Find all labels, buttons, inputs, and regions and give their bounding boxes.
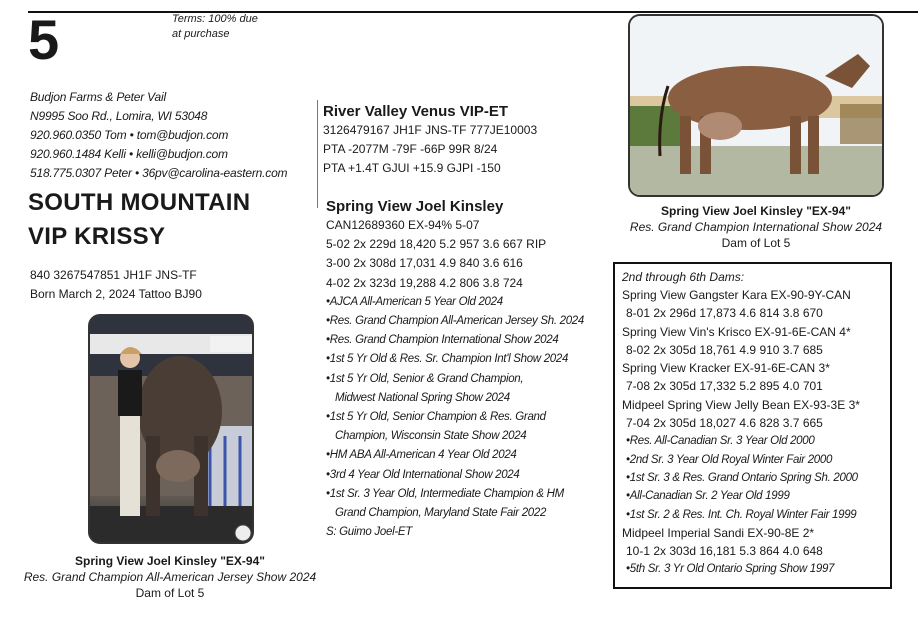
ancestor-name: Midpeel Spring View Jelly Bean EX-93-3E 3* (622, 397, 860, 412)
ancestor-award: •1st Sr. 3 & Res. Grand Ontario Spring Sh. 2000 (626, 471, 858, 484)
sire-pta: PTA +1.4T GJUI +15.9 GJPI -150 (323, 161, 501, 175)
ancestor-award: •All-Canadian Sr. 2 Year Old 1999 (626, 490, 790, 503)
top-rule (28, 11, 918, 13)
dam-award: S: Guimo Joel-ET (326, 526, 412, 539)
dams-header: 2nd through 6th Dams: (622, 270, 745, 284)
pedigree-connector (317, 100, 318, 208)
animal-name (28, 186, 250, 254)
dam-award: •1st 5 Yr Old & Res. Sr. Champion Int'l Show 2024 (326, 353, 569, 366)
ancestor-record: 7-04 2x 305d 18,027 4.6 828 3.7 665 (626, 416, 823, 431)
animal-name-line: SOUTH MOUNTAIN (28, 189, 251, 216)
sire-name: River Valley Venus VIP-ET (323, 103, 509, 120)
dam-award: •AJCA All-American 5 Year Old 2024 (326, 295, 503, 308)
dam-award: •1st 5 Yr Old, Senior & Grand Champion, (326, 372, 524, 385)
dam-award: •3rd 4 Year Old International Show 2024 (326, 468, 520, 481)
ancestor-record: 8-02 2x 305d 18,761 4.9 910 3.7 685 (626, 342, 823, 357)
dam-record: 5-02 2x 229d 18,420 5.2 957 3.6 667 RIP (326, 237, 547, 252)
dam-award: •1st Sr. 3 Year Old, Intermediate Champion & HM (326, 487, 564, 500)
caption-cow-name: Spring View Joel Kinsley "EX-94" (661, 204, 851, 218)
caption-cow-name: Spring View Joel Kinsley "EX-94" (75, 554, 265, 568)
animal-birth-line: Born March 2, 2024 Tattoo BJ90 (30, 287, 202, 301)
dam-award: •Res. Grand Champion All-American Jersey Sh. 2024 (326, 315, 584, 328)
sire-pta: PTA -2077M -79F -66P 99R 8/24 (323, 142, 498, 156)
photo1-caption (20, 553, 320, 601)
animal-name-line: VIP KRISSY (28, 223, 166, 250)
dam-awards (326, 293, 621, 543)
dams-box (613, 262, 892, 589)
consignor-address: N9995 Soo Rd., Lomira, WI 53048 (30, 109, 208, 123)
lot-number: 5 (28, 8, 60, 71)
ancestor-record: 7-08 2x 305d 17,332 5.2 895 4.0 701 (626, 379, 823, 394)
cow-side-photo-art (630, 16, 884, 197)
terms (172, 12, 258, 42)
dam-award: •HM ABA All-American 4 Year Old 2024 (326, 449, 517, 462)
dam-block (326, 197, 621, 542)
ancestor-award: •2nd Sr. 3 Year Old Royal Winter Fair 2000 (626, 453, 833, 466)
dam-award: Champion, Wisconsin State Show 2024 (335, 430, 527, 443)
consignor-contact: 920.960.0350 Tom • tom@budjon.com (30, 128, 229, 142)
dam-award: Midwest National Spring Show 2024 (335, 391, 510, 404)
sire-ids: 3126479167 JH1F JNS-TF 777JE10003 (323, 123, 538, 137)
terms-line: Terms: 100% due (172, 13, 258, 25)
consignor-name: Budjon Farms & Peter Vail (30, 90, 166, 104)
consignor-contact: 518.775.0307 Peter • 36pv@carolina-eastern.com (30, 166, 288, 180)
dam-id: CAN12689360 EX-94% 5-07 (326, 218, 480, 232)
ancestor-name: Spring View Vin's Krisco EX-91-6E-CAN 4* (622, 324, 851, 339)
ancestor-award: •1st Sr. 2 & Res. Int. Ch. Royal Winter Fair 1999 (626, 508, 857, 521)
photo2-caption (605, 203, 907, 251)
cow-rear-photo (88, 314, 254, 544)
ancestor-record: 8-01 2x 296d 17,873 4.6 814 3.8 670 (626, 306, 823, 321)
ancestor-name: Spring View Kracker EX-91-6E-CAN 3* (622, 361, 830, 376)
ancestor-name: Midpeel Imperial Sandi EX-90-8E 2* (622, 525, 815, 540)
cow-rear-photo-art (90, 316, 254, 544)
animal-id-line: 840 3267547851 JH1F JNS-TF (30, 268, 197, 282)
caption-description: Res. Grand Champion International Show 2024 (629, 220, 883, 234)
ancestor-award: •Res. All-Canadian Sr. 3 Year Old 2000 (626, 435, 815, 448)
dam-record: 4-02 2x 323d 19,288 4.2 806 3.8 724 (326, 275, 523, 290)
ancestor-award: •5th Sr. 3 Yr Old Ontario Spring Show 1997 (626, 563, 835, 576)
caption-note: Dam of Lot 5 (721, 236, 791, 250)
ancestor-record: 10-1 2x 303d 16,181 5.3 864 4.0 648 (626, 544, 823, 559)
sire-block (323, 102, 613, 178)
caption-note: Dam of Lot 5 (135, 586, 205, 600)
consignor-info (30, 88, 287, 183)
cow-side-photo (628, 14, 884, 197)
dam-award: •1st 5 Yr Old, Senior Champion & Res. Grand (326, 411, 546, 424)
dam-award: Grand Champion, Maryland State Fair 2022 (335, 507, 547, 520)
caption-description: Res. Grand Champion All-American Jersey Show 2024 (23, 570, 317, 584)
animal-ids (30, 266, 202, 304)
dam-award: •Res. Grand Champion International Show 2024 (326, 334, 559, 347)
ancestor-name: Spring View Gangster Kara EX-90-9Y-CAN (622, 288, 851, 302)
dam-record: 3-00 2x 308d 17,031 4.9 840 3.6 616 (326, 256, 523, 271)
consignor-contact: 920.960.1484 Kelli • kelli@budjon.com (30, 147, 228, 161)
dam-name: Spring View Joel Kinsley (326, 198, 504, 215)
dams-rows (622, 286, 890, 579)
terms-line: at purchase (172, 28, 230, 40)
